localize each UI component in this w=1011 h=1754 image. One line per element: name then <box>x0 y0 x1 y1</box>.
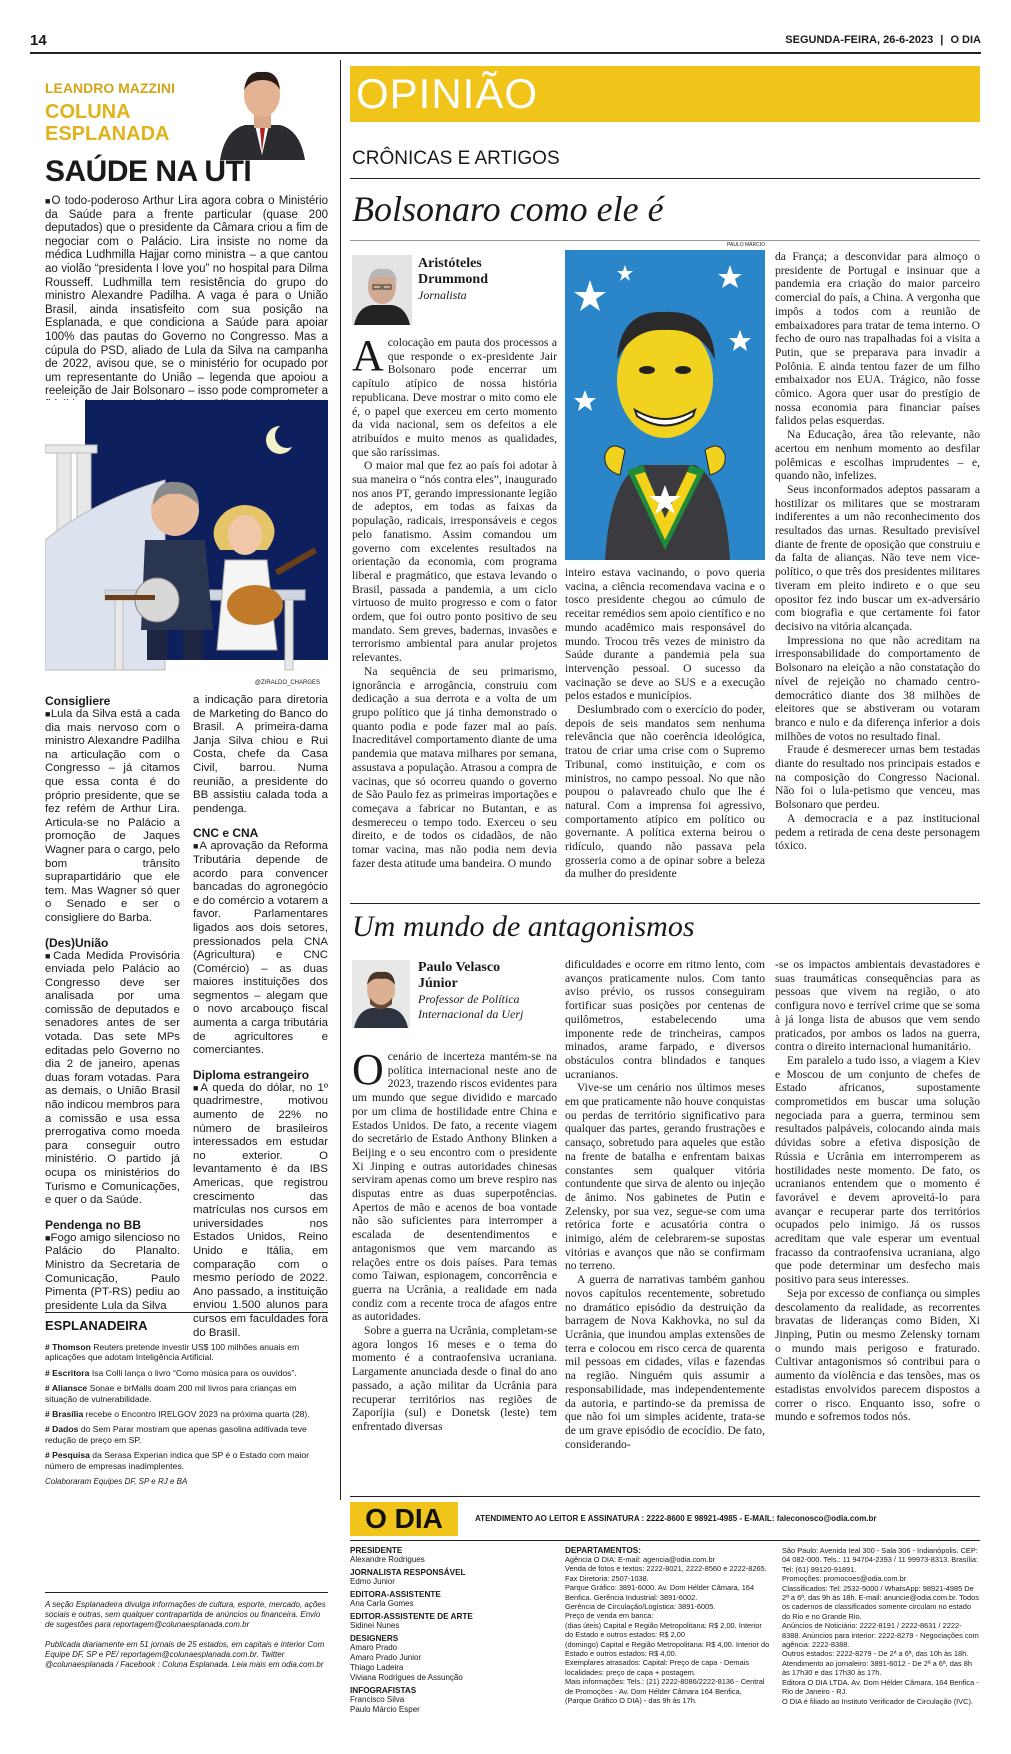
page-date: SEGUNDA-FEIRA, 26-6-2023 <box>785 34 934 46</box>
esplanadeira-text: Isa Colli lança o livro “Como música para os ouvidos”. <box>91 1367 297 1378</box>
esplanadeira-text: recebe o Encontro IRELGOV 2023 na próxima quarta (28). <box>85 1409 310 1420</box>
section-title-consigliere: Consigliere <box>45 694 111 708</box>
article1-col1 <box>352 331 557 870</box>
section-text-diploma: ■ A queda do dólar, no 1º quadrimestre, motivou aumento de 22% no número de brasileiros interessados em estudar no exterior. O levantamento é da IBS Americas, que registrou crescimento das matrículas nos cursos em universidades nos Estados Unidos, Reino Unido e Itália, em comparação com o mesmo período de 2022. Ano passado, a instituição enviou 1.500 alunos para cursos em faculdades fora do Brasil. <box>193 1082 328 1340</box>
departments-title: DEPARTAMENTOS: <box>565 1546 641 1555</box>
section-title-cnc: CNC e CNA <box>193 826 259 841</box>
bolsonaro-illustration <box>565 250 765 560</box>
section-text-cnc: ■ A aprovação da Reforma Tributária depende de acordo para convencer bancadas do agronegócio e do comércio a votarem a favor. Parlamentares ligados aos dois setores, pressionados pela CNA (Agricultura) e CNC (Comércio) – as duas maiores instituições dos segmentos – alegam que o novo arcabouço fiscal aumenta a carga tributária de agricultores e comerciantes. <box>193 840 328 1058</box>
esplanadeira-tag: # Thomson <box>45 1342 91 1352</box>
article1-col2-p2: Deslumbrado com o exercício do poder, depois de seis mandatos sem nenhuma relevância que não coerência ideológica, tratou de criar uma crise com o Supremo Tribunal, como instituição, e com os ministros, no campo pessoal. No que não poupou o palavreado chulo que lhe é natural. Com a imprensa foi agressivo, comportamento atípico em político ou governante. A política externa beirou o ridículo, quando não passava pela grosseria como a de opinar sobre a beleza da mulher do presidente <box>565 703 765 881</box>
section-title-desuniao: (Des)União <box>45 935 109 950</box>
article1-author-name2: Drummond <box>418 272 489 287</box>
masthead-departments <box>565 1546 770 1706</box>
article2-author-name2: Júnior <box>418 976 458 991</box>
article1-col3-p1: da França; a desconvidar para almoço o presidente de Portugal e insinuar que a pandemia era criação do maior parceiro comercial do país, a China. A vergonha que impôs a todos com a reunião de embaixadores para tratar de tema interno. O fecho de ouro nas trapalhadas foi a visita a Putin, que se preparava para invadir a Polônia. E ainda tentou fazer de um filho embaixador nos EUA. Trágico, não fosse cômico. Agora quer usar do prestígio de nossa economia para financiar países falidos pelas esquerdas. <box>775 250 980 428</box>
column-headline: SAÚDE NA UTI <box>45 155 252 188</box>
page-number: 14 <box>30 32 47 49</box>
section-title-pendenga: Pendenga no BB <box>45 1217 142 1232</box>
article1-col1-p3: Na sequência de seu primarismo, ignorância e arrogância, construiu com dedicação a sua derrota e a volta de um grupo político que já tinha demonstrado o quanto podia e pode fazer mal ao país. Inacreditável comportamento diante de uma pandemia que matava milhares por semana, assustava a população. Atrasou a compra de vacinas, que só ocorreu quando o governo de São Paulo fez as primeiras importações e começava a fabricar no Butantan, e as desmereceu o tempo todo. Exerceu o seu direito, e de todos os cidadãos, de não tomar vacina, mas não podia nem devia fazer desta atitude uma bandeira. O mundo <box>352 664 557 870</box>
column-author: LEANDRO MAZZINI <box>45 80 175 96</box>
article2-col2-p2: Vive-se um cenário nos últimos meses em que praticamente não houve conquistas ou perdas de território significativo para qualquer das partes, gerando frustrações e cansaço, sobretudo para aqueles que estão na frente de batalha e enfrentam baixas constantes sem qualquer vitória contundente que sirva de alento ou injeção de ânimo. Nos gabinetes de Putin e Zelensky, por sua vez, segue-se com uma retórica forte e acusatória contra o inimigo, além de celebrarem-se supostas vitórias e avanços que não se confirmam no terreno. <box>565 1081 765 1273</box>
article1-col3 <box>775 250 980 853</box>
staff-label: DESIGNERS <box>350 1634 399 1643</box>
esplanadeira-tag: # Escritora <box>45 1367 90 1378</box>
column-subcol-left <box>45 688 180 1313</box>
esplanadeira-item <box>45 1342 328 1363</box>
article1-col2-p1: inteiro estava vacinando, o povo queria vacina, a ciência recomendava vacina e o tosco presidente chegou ao cúmulo de receitar remédios sem apoio científico e no mundo acadêmico mais responsável do mundo. Trocou três vezes de ministro da Saúde durante a pandemia pela sua intervenção pessoal. O sucesso da vacinação se deve ao SUS e a execução pelos estados e municípios. <box>565 566 765 703</box>
article2-drop-cap: O <box>352 1045 384 1094</box>
column-divider <box>340 60 341 1500</box>
masthead-inner-rule <box>350 1540 980 1541</box>
opinion-banner <box>350 66 980 122</box>
section-text-consigliere: ■ Lula da Silva está a cada dia mais nervoso com o ministro Alexandre Padilha na articulação com o Congresso – já citamos que essa conta é do próprio presidente, que se fez refém de Arthur Lira. Articula-se no Palácio a promoção de Jaques Wagner para o cargo, pelo bom trânsito suprapartidário que ele tem. Mas Wagner só quer o Senado e ser o consigliere do Barba. <box>45 708 180 926</box>
esplanadeira-text: do Sem Parar mostram que apenas gasolina aditivada teve redução de preço em SP. <box>45 1424 307 1445</box>
subsection-rule <box>350 178 980 179</box>
masthead-logo: O DIA <box>350 1502 458 1536</box>
column-name-line2: ESPLANADA <box>45 123 170 145</box>
esplanadeira-title: ESPLANADEIRA <box>45 1318 148 1333</box>
article2-col3-p3: Seja por excesso de confiança ou simples descolamento da realidade, as recorrentes bravatas de lideranças como Biden, Xi Jinping, Putin ou mesmo Zelensky tornam o mundo mais perigoso e fraturado. Cultivar antagonismos só contribui para o aumento da violência e das tensões, mas os estadistas envolvidos parecem dispostos a correr o risco. Enquanto isso, sofre o mundo e sofremos todos nós. <box>775 1286 980 1424</box>
esplanadeira-tag: # Aliansce <box>45 1383 88 1394</box>
staff-value: Alexandre Rodrigues <box>350 1555 425 1564</box>
staff-label: JORNALISTA RESPONSÁVEL <box>350 1568 466 1577</box>
masthead-rule <box>350 1496 980 1497</box>
article1-col1-p1: colocação em pauta dos processos a que responde o ex-presidente Jair Bolsonaro pode encerrar um capítulo atípico de nossa história republicana. Deve mostrar o mito como ele é, o papel que exerceu em certo momento da vida nacional, sem os defeitos a ele atribuídos e muito menos as qualidades, que são raríssimas. <box>352 336 557 459</box>
esplanadeira-footer-pub: Publicada diariamente em 51 jornais de 25 estados, em capitais e interior Com Equipe DF, SP e PE/ reportagem@colunaesplanada.com.br. Twitter @colunaesplanada / Facebook : Coluna Esplanada. Leia mais em odia.com.br <box>45 1640 325 1669</box>
article1-author-role: Jornalista <box>418 288 467 302</box>
section-text-pendenga: ■ Fogo amigo silencioso no Palácio do Planalto. Ministro da Secretaria de Comunicação, Paulo Pimenta (PT-RS) pediu ao presidente Lula da Silva <box>45 1232 180 1314</box>
date-separator: | <box>940 34 944 46</box>
columnist-photo <box>215 60 310 160</box>
esplanadeira-item <box>45 1409 328 1419</box>
departments-text: Agência O DIA: E-mail: agencia@odia.com.br Venda de fotos e textos: 2222-8021, 2222-8560 e 2222-8265. Fax Diretoria: 2507-1038. Parque Gráfico: 3891-6000. Av. Dom Hélder Câmara, 164 Benfica. Gerência Industrial: 3891-6002. Gerência de Circulação/Logística: 3891-6005. Preço de venda em banca: (dias úteis) Capital e Região Metropolitana: R$ 2,00. Interior do Estado e outros estados: R$ 2,00 (domingo) Capital e Região Metropolitana: R$ 4,00. Interior do Estado e outros estados: R$ 4,00. Exemplares atrasados: Capital: Preço de capa - Demais localidades: preço de capa + postagem. Mais informações: Tels.: (21) 2222-8086/2222-8136 - Central de Promoções - Av. Dom Hélder Câmara 164 Benfica, (Parque Gráfico O DIA) - das 9h às 17h. <box>565 1555 770 1706</box>
article2-author-role2: Internacional da Uerj <box>418 1007 524 1021</box>
article1-col3-p5: Fraude é desmerecer urnas bem testadas diante do resultado nos principais estados e na composição do Congresso Nacional. Não foi o lula-petismo que venceu, mas Bolsonaro que perdeu. <box>775 743 980 812</box>
illustration-credit: PAULO MÁRCIO <box>727 242 765 248</box>
masthead-contacts <box>782 1546 980 1706</box>
esplanadeira-tag: # Pesquisa <box>45 1450 90 1461</box>
article2-col3 <box>775 958 980 1424</box>
article2-col1 <box>352 1045 557 1434</box>
article2-author <box>418 960 568 1022</box>
article1-drop-cap: A <box>352 331 384 380</box>
opinion-subsection: CRÔNICAS E ARTIGOS <box>352 148 560 169</box>
masthead <box>350 1500 980 1714</box>
esplanadeira-item <box>45 1368 328 1378</box>
article2-col2 <box>565 958 765 1451</box>
article-divider <box>350 903 980 904</box>
staff-value: Francisco Silva Paulo Márcio Esper <box>350 1695 420 1714</box>
esplanadeira-footer-note: A seção Esplanadeira divulga informações de cultura, esporte, mercado, ações sociais e outras, sem qualquer contrapartida de anúncios ou financeira. Envio de sugestões para reportagem@colunaesplanada.com.br <box>45 1600 326 1629</box>
article2-col2-p3: A guerra de narrativas também ganhou novos capítulos recentemente, sobretudo no dramático episódio da destruição da barragem de Nova Kakhovka, no sul da Ucrânia, que inundou amplas extensões de terra e colocou em risco cerca de quarenta mil pessoas em cidades, vilas e fazendas na região. Ninguém quis assumir a responsabilidade, mas independentemente da autoria, e partindo-se da premissa de que não foi um simples acidente, trata-se de um grave episódio de ecocídio. De fato, considerando- <box>565 1273 765 1451</box>
staff-label: EDITOR-ASSISTENTE DE ARTE <box>350 1612 473 1621</box>
article1-col1-p2: O maior mal que fez ao país foi adotar à sua maneira o “nós contra eles”, inaugurado nos anos PT, gerando impressionante legião de adeptos, em todas as faixas da população, radicais, irresponsáveis e cegos pelo fanatismo. Assim comandou um governo com excelentes resultados na orientação da economia, com programa liberal e pragmático, que estava levando o Brasil, passada a pandemia, a um ciclo virtuoso de muito progresso e com o fator ordem, que foi outro ponto positivo de seu mandato. Sem greves, badernas, invasões e terrorismo ambiental para anular projetos relevantes. <box>352 459 557 665</box>
column-esplanada <box>45 60 328 1720</box>
staff-value: Edmo Junior <box>350 1577 395 1586</box>
esplanadeira-list <box>45 1342 328 1487</box>
article2-author-role1: Professor de Política <box>418 992 520 1006</box>
section-text-desuniao: ■ Cada Medida Provisória enviada pelo Palácio ao Congresso deve ser analisada por uma comissão de deputados e senadores antes de ser votada. Das sete MPs editadas pelo Governo no dia 2 de janeiro, apenas duas foram votadas. Para as demais, o União Brasil não indicou membros para a comissão e usa essa prerrogativa como moeda para conseguir outro ministério. O partido já ocupa os ministérios do Turismo e Comunicações, e quer o da Saúde. <box>45 950 180 1208</box>
collab-note: Colaboraram Equipes DF, SP e RJ e BA <box>45 1477 188 1487</box>
esplanadeira-text: Reuters pretende investir US$ 100 milhões anuais em aplicações que adotam Inteligência Artificial. <box>45 1342 300 1363</box>
masthead-staff <box>350 1546 500 1715</box>
esplanadeira-text: Sonae e brMalls doam 200 mil livros para crianças em situação de vulnerabilidade. <box>45 1383 297 1404</box>
masthead-service: ATENDIMENTO AO LEITOR E ASSINATURA : 2222-8600 E 98921-4985 - E-MAIL: faleconosco@odia.com.br <box>475 1514 877 1523</box>
esplanadeira-rule <box>45 1312 328 1313</box>
article1-author <box>418 256 538 303</box>
staff-value: Ana Carla Gomes <box>350 1599 414 1608</box>
cartoon-drawing <box>45 400 328 690</box>
staff-value: Amaro Prado Amaro Prado Junior Thiago Ladeira Viviana Rodrigues de Assunção <box>350 1643 463 1682</box>
staff-label: INFOGRAFISTAS <box>350 1686 417 1695</box>
staff-label: PRESIDENTE <box>350 1546 403 1555</box>
article1-title-rule <box>350 240 980 241</box>
contacts-text: São Paulo: Avenida Ieal 300 - Sala 306 - Indianópolis. CEP: 04 082-000. Tels.: 11 94704-2393 / 11 99973-8313. Brasília: Tel: (61) 99120-91891. Promoções: promocoes@odia.com.br Classificados: Tel: 2532-5000 / WhatsApp: 98921-4985 De 2ª a 6ª, das 9h às 18h. E-mail: anuncie@odia.com.br. Todos os cadernos de classificados somente circulam no estado do Rio e no Grande Rio. Anúncios de Noticiário: 2222-8191 / 2222-8631 / 2222-8388. Anúncios para interior: 2222-8279 - Negociações com agência: 2222-8388. Outros estados: 2222-8279 - De 2ª a 6ª, das 10h às 18h. Atendimento ao jornaleiro: 3891-6012 - De 2ª a 6ª, das 8h às 17h30 e das 17h30 às 17h. Editora O DIA LTDA. Av. Dom Hélder Câmara, 164 Benfica - Rio de Janeiro - RJ. O DIA é filiado ao Instituto Verificador de Circulação (IVC). <box>782 1546 979 1706</box>
esplanadeira-tag: # Dados <box>45 1424 79 1435</box>
cartoon-credit: @ZIRALDO_CHARGES <box>254 680 320 686</box>
page-date-line <box>785 34 981 46</box>
header-rule <box>30 52 981 54</box>
staff-value: Sidinei Nunes <box>350 1621 400 1630</box>
esplanadeira-item <box>45 1424 328 1445</box>
section-text-pendenga-cont: a indicação para diretoria de Marketing do Banco do Brasil. A primeira-dama Janja Silva chiou e Rui Costa, chefe da Casa Civil, barrou. Numa reunião, a presidente do BB assistiu calada toda a pendenga. <box>193 694 328 815</box>
opinion-section-title: OPINIÃO <box>356 70 539 117</box>
article2-col2-p1: dificuldades e ocorre em ritmo lento, com avanços praticamente nulos. Com tanto aviso prévio, os russos conseguiram fortificar suas posições por centenas de quilômetros, estabelecendo uma imponente rede de trincheiras, campos minados, arame farpado, e diversos obstáculos contra blindados e tanques ucranianos. <box>565 958 765 1081</box>
article1-col3-p6: A democracia e a paz institucional pedem a retirada de cena deste personagem tóxico. <box>775 811 980 853</box>
esplanadeira-item <box>45 1450 328 1471</box>
esplanadeira-tag: # Brasília <box>45 1409 84 1420</box>
esplanadeira-bottom-rule <box>45 1592 328 1593</box>
article1-col3-p2: Na Educação, área tão relevante, não acertou em nenhum momento ao desfilar polêmicas e escolhas imprudentes – e, quando não, infelizes. <box>775 428 980 483</box>
article1-col2 <box>565 566 765 881</box>
article2-title: Um mundo de antagonismos <box>352 910 695 943</box>
section-title-diploma: Diploma estrangeiro <box>193 1067 310 1082</box>
article2-col1-p2: Sobre a guerra na Ucrânia, completam-se agora longos 16 meses e o tema do momento é a contraofensiva ucraniana. Largamente anunciada desde o final do ano passado, a ação militar da Ucrânia para recuperar territórios nas regiões de Zaporíjia (sul) e Donetsk (leste) tem enfrentado diversas <box>352 1324 557 1433</box>
article1-col3-p4: Impressiona no que não acreditam na irresponsabilidade do comportamento de Bolsonaro na eleição a não constatação do nível de rejeição no chamado centro-democrático diante dos 38 milhões de eleitores que se abstiveram ou votaram branco e nulo e da diferença inferior a dois milhões de votos no resultado final. <box>775 633 980 743</box>
article2-author-name1: Paulo Velasco <box>418 960 501 975</box>
esplanadeira-item <box>45 1383 328 1404</box>
article1-title: Bolsonaro como ele é <box>352 189 664 229</box>
article2-col3-p2: Em paralelo a tudo isso, a viagem a Kiev e Moscou de um conjunto de chefes de Estado africanos, supostamente comprometidos em buscar uma solução negociada para a guerra, terminou sem resultados palpáveis, colocando ainda mais dúvidas sobre a efetiva disposição de Rússia e Ucrânia em interromperem as hostilidades neste momento. De fato, os ucranianos entendem que o momento é favorável e devem aproveitá-lo para avançar e recuperar parte dos territórios ocupados pelo inimigo. Já os russos acreditam que vale esperar um eventual fracasso da contraofensiva ucraniana, algo que pode determinar um desfecho mais positivo para seus interesses. <box>775 1053 980 1287</box>
column-subcol-right <box>193 688 328 1340</box>
paper-name: O DIA <box>950 34 981 46</box>
esplanadeira-text: da Serasa Experian indica que SP é o Estado com maior número de empresas inadimplentes. <box>45 1450 310 1471</box>
column-lead: ■ O todo-poderoso Arthur Lira agora cobra o Ministério da Saúde para a frente particular (quase 200 deputados) que o presidente da Câmara criou a fim de negociar com o Palácio. Lira insiste no nome da médica Ludhmilla Hajjar como ministra – a que cantou ao violão “presidenta I love you” no hospital para Dilma Rousseff. Ludhmilla tem resistência do grupo do ministro Alexandre Padilha. A vaga é para o União Brasil, ainda insatisfeito com sua posição na Esplanada, e que condiciona a Saúde para apoiar 100% das pautas do Governo no Congresso. Mas a cúpula do PSD, aliado de Lula da Silva na campanha de 2022, avisou que, se o ministério for ocupado por um representante do União – legenda que apoiou a reeleição de Jair Bolsonaro – isso pode comprometer a <box>45 195 328 413</box>
staff-label: EDITORA-ASSISTENTE <box>350 1590 441 1599</box>
article1-author-name1: Aristóteles <box>418 256 482 271</box>
article2-author-photo <box>352 960 410 1028</box>
article2-col3-p1: -se os impactos ambientais devastadores e suas traumáticas consequências para as pessoas que vivem na região, o ato configura novo e terrível crime que se soma à já longa lista de abusos que vem sendo praticados, por ambos os lados na guerra, contra o direito internacional humanitário. <box>775 958 980 1054</box>
article1-illustration <box>565 242 765 560</box>
cartoon <box>45 400 328 690</box>
article2-col1-p1: cenário de incerteza mantém-se na política internacional neste ano de 2023, trazendo riscos evidentes para um mundo que segue dividido e marcado por um clima de hostilidade entre China e Estados Unidos. De fato, a recente viagem do secretário de Estado Anthony Blinken a Beijing e o seu encontro com o presidente Xi Jinping e outras autoridades chinesas serviram apenas como um breve respiro nas disputas entre as duas superpotências. Apertos de mão e acenos de boa vontade não são suficientes para interromper a escalada de desentendimentos e antagonismos que vem marcando as relações entre os dois países. Para temas como Taiwan, espionagem, concorrência e guerra na Ucrânia, a realidade em nada condiz com a recente troca de afagos entre as autoridades. <box>352 1050 557 1324</box>
column-name-line1: COLUNA <box>45 101 131 123</box>
article1-author-photo <box>352 255 412 325</box>
article1-col3-p3: Seus inconformados adeptos passaram a hostilizar os militares que se mostraram indiferentes a um não reconhecimento dos resultados das urnas. Resultado previsível diante de frente de oposição que construiu e da falta de alianças. Não teve nem vice-político, o que três dos presidentes militares tiveram em pleito indireto e o que seu opositor fez indo buscar um ex-adversário com biografia e que certamente foi fator decisivo na vitória alcançada. <box>775 482 980 633</box>
